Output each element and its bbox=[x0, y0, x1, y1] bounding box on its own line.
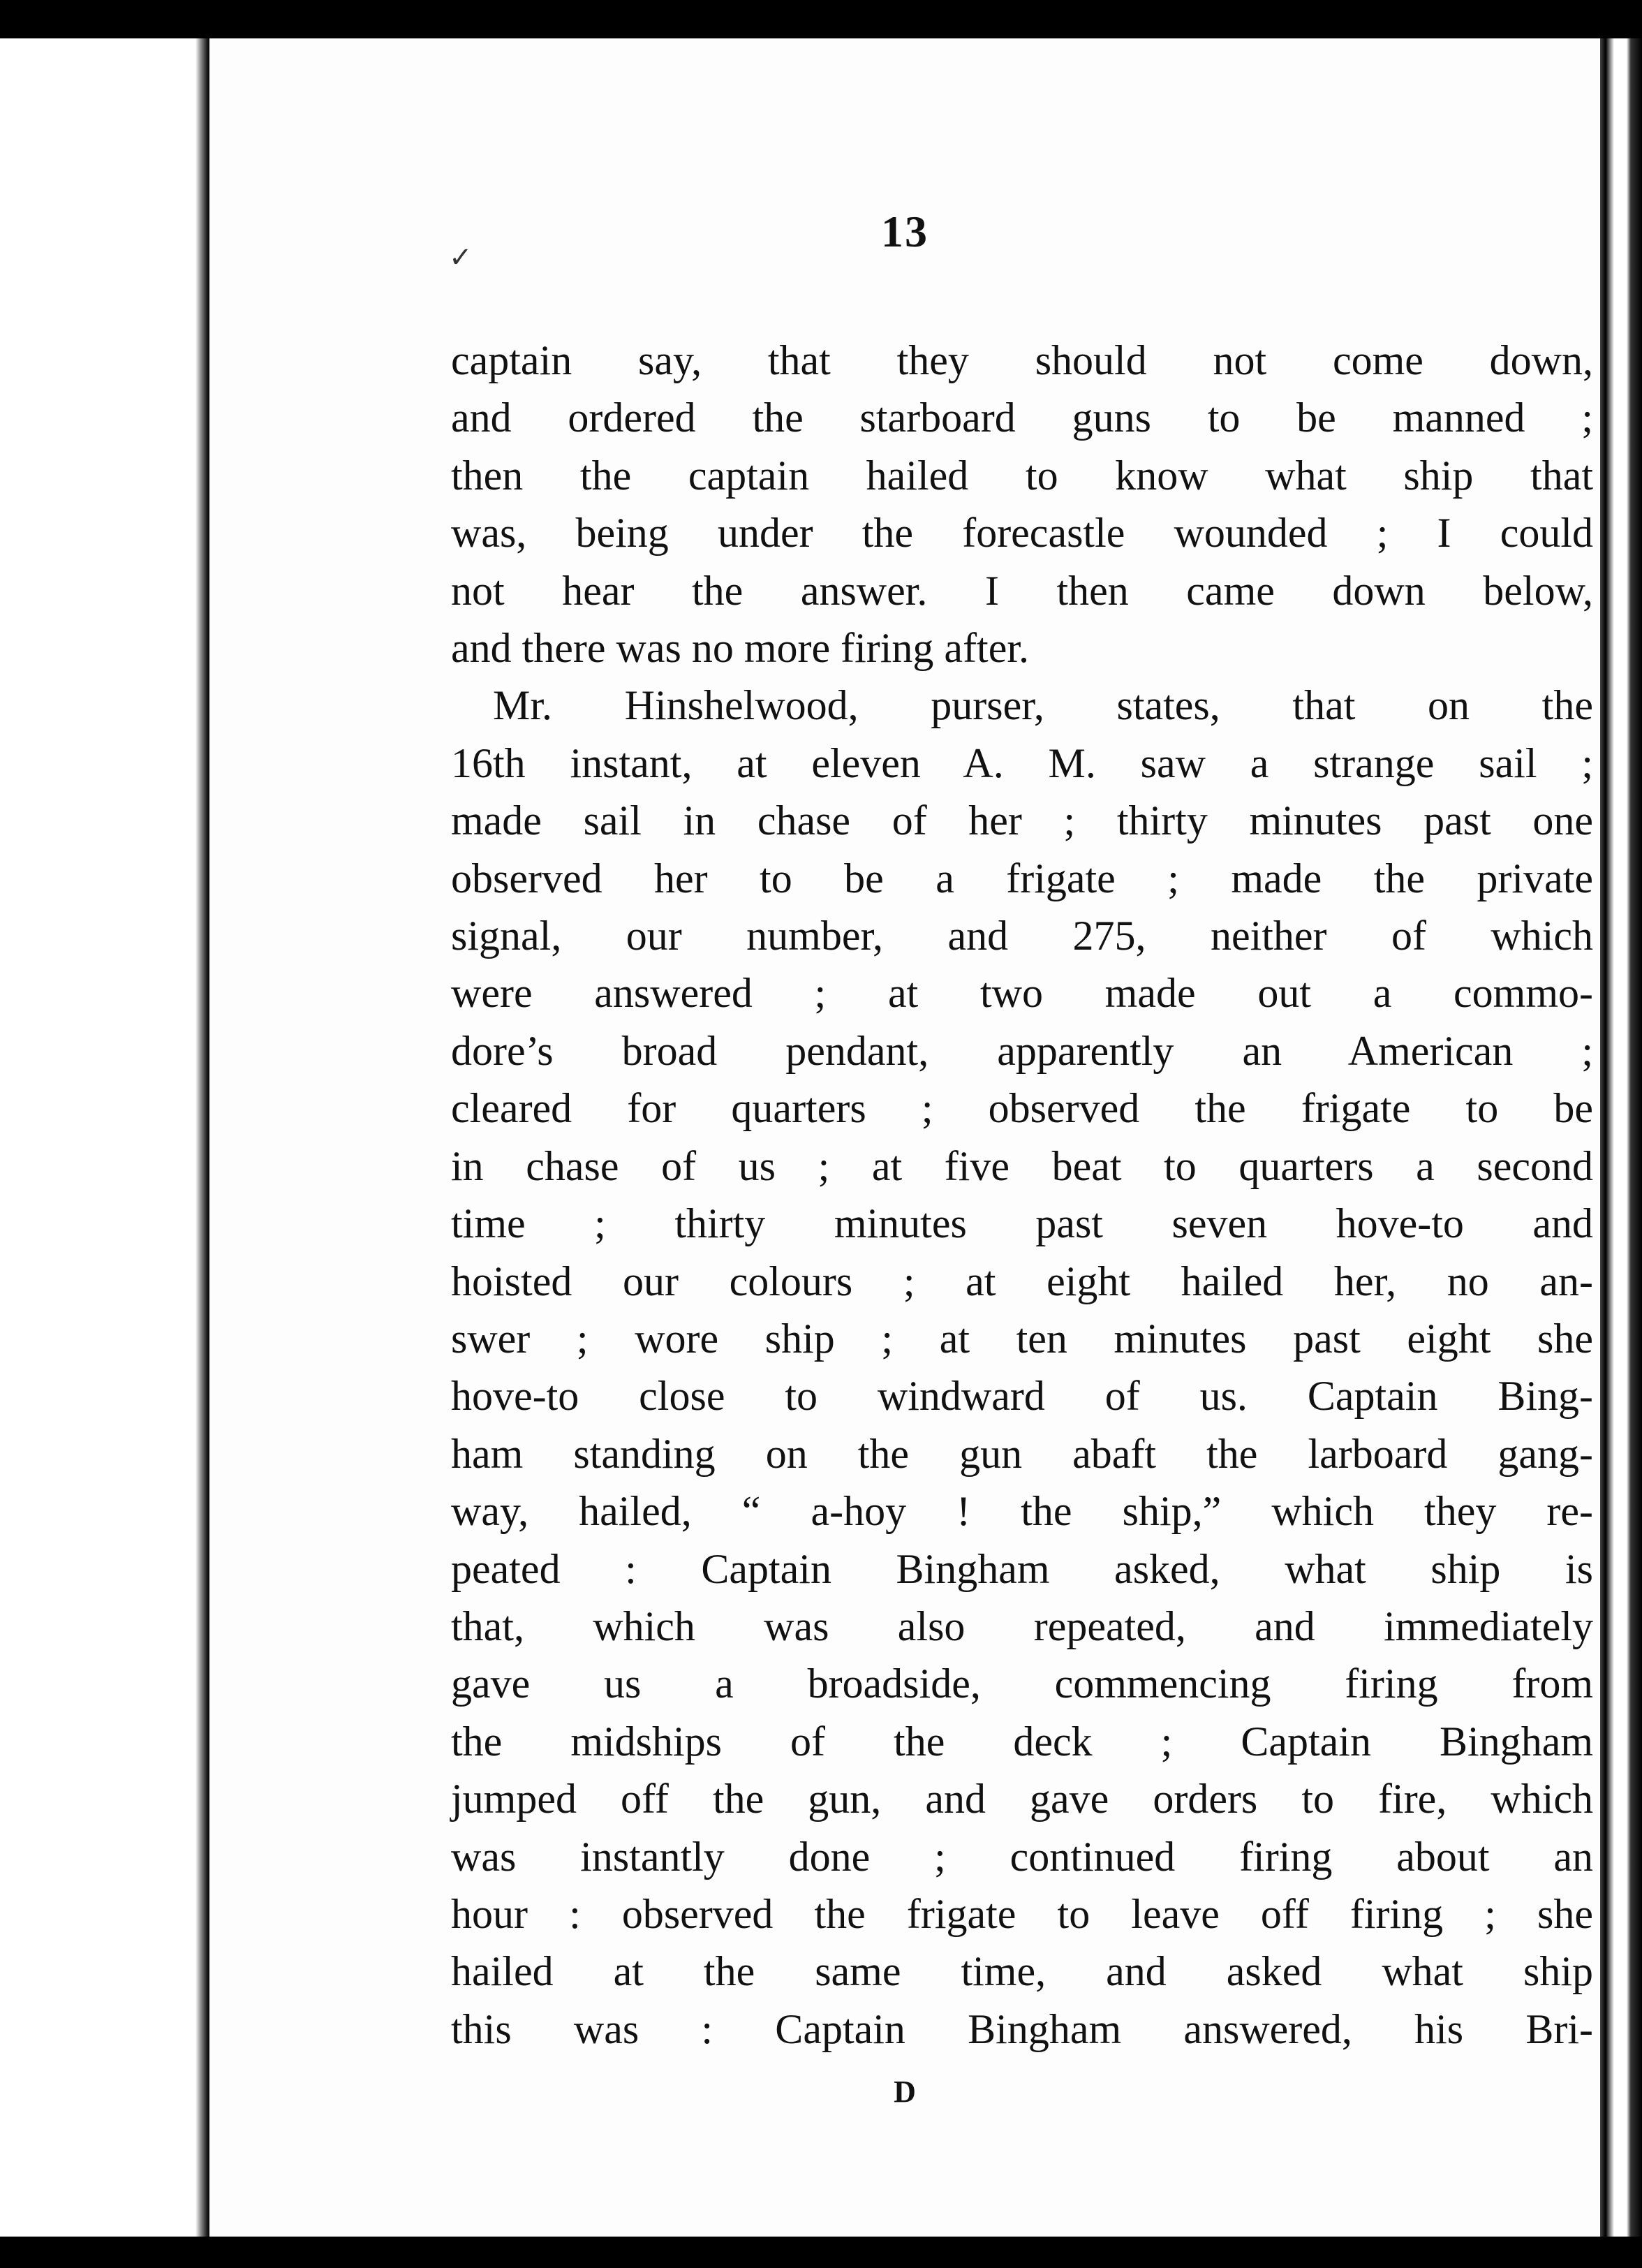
book-page bbox=[209, 38, 1600, 2237]
text-line: time ; thirty minutes past seven hove-to and bbox=[451, 1200, 1593, 1247]
text-line: in chase of us ; at five beat to quarters a second bbox=[451, 1142, 1593, 1189]
text-line: gave us a broadside, commencing firing from bbox=[451, 1660, 1593, 1707]
page-body-text bbox=[451, 332, 1593, 2058]
text-line: hoisted our colours ; at eight hailed her, no an- bbox=[451, 1258, 1593, 1304]
scan-border-bottom bbox=[0, 2237, 1642, 2268]
text-line: not hear the answer. I then came down below, bbox=[451, 567, 1593, 614]
text-line: hailed at the same time, and asked what ship bbox=[451, 1948, 1593, 1995]
text-line: the midships of the deck ; Captain Bingham bbox=[451, 1718, 1593, 1765]
text-line: was instantly done ; continued firing about an bbox=[451, 1833, 1593, 1880]
text-line: hove-to close to windward of us. Captain Bing- bbox=[451, 1373, 1593, 1420]
text-line: peated : Captain Bingham asked, what ship is bbox=[451, 1545, 1593, 1592]
text-line: then the captain hailed to know what ship that bbox=[451, 452, 1593, 499]
text-line: made sail in chase of her ; thirty minutes past one bbox=[451, 797, 1593, 844]
text-line: swer ; wore ship ; at ten minutes past eight she bbox=[451, 1315, 1593, 1362]
binding-edge-left bbox=[0, 38, 209, 2237]
text-line: this was : Captain Bingham answered, his Bri- bbox=[451, 2005, 1593, 2052]
binding-edge-right bbox=[1600, 38, 1642, 2237]
tick-mark-icon: ✓ bbox=[449, 242, 473, 273]
page-number: 13 bbox=[881, 207, 929, 256]
text-line: were answered ; at two made out a commo- bbox=[451, 970, 1593, 1017]
text-line: signal, our number, and 275, neither of which bbox=[451, 913, 1593, 959]
text-line: that, which was also repeated, and immediately bbox=[451, 1603, 1593, 1649]
text-line: hour : observed the frigate to leave off firing ; she bbox=[451, 1890, 1593, 1937]
text-line: and ordered the starboard guns to be manned ; bbox=[451, 395, 1593, 441]
scan-border-top bbox=[0, 0, 1642, 38]
text-line: jumped off the gun, and gave orders to fire, which bbox=[451, 1776, 1593, 1822]
text-line: dore’s broad pendant, apparently an American ; bbox=[451, 1027, 1593, 1074]
text-line: cleared for quarters ; observed the frigate to be bbox=[451, 1085, 1593, 1132]
text-line: and there was no more firing after. bbox=[451, 625, 1030, 672]
text-line: Mr. Hinshelwood, purser, states, that on the bbox=[493, 682, 1593, 729]
text-line: way, hailed, “ a-hoy ! the ship,” which they re- bbox=[451, 1488, 1593, 1535]
signature-mark: D bbox=[894, 2075, 916, 2109]
text-line: observed her to be a frigate ; made the private bbox=[451, 855, 1593, 901]
text-line: 16th instant, at eleven A. M. saw a strange sail ; bbox=[451, 739, 1593, 786]
text-line: was, being under the forecastle wounded ; I could bbox=[451, 510, 1593, 557]
text-line: captain say, that they should not come down, bbox=[451, 337, 1593, 383]
text-line: ham standing on the gun abaft the larboard gang- bbox=[451, 1430, 1593, 1477]
